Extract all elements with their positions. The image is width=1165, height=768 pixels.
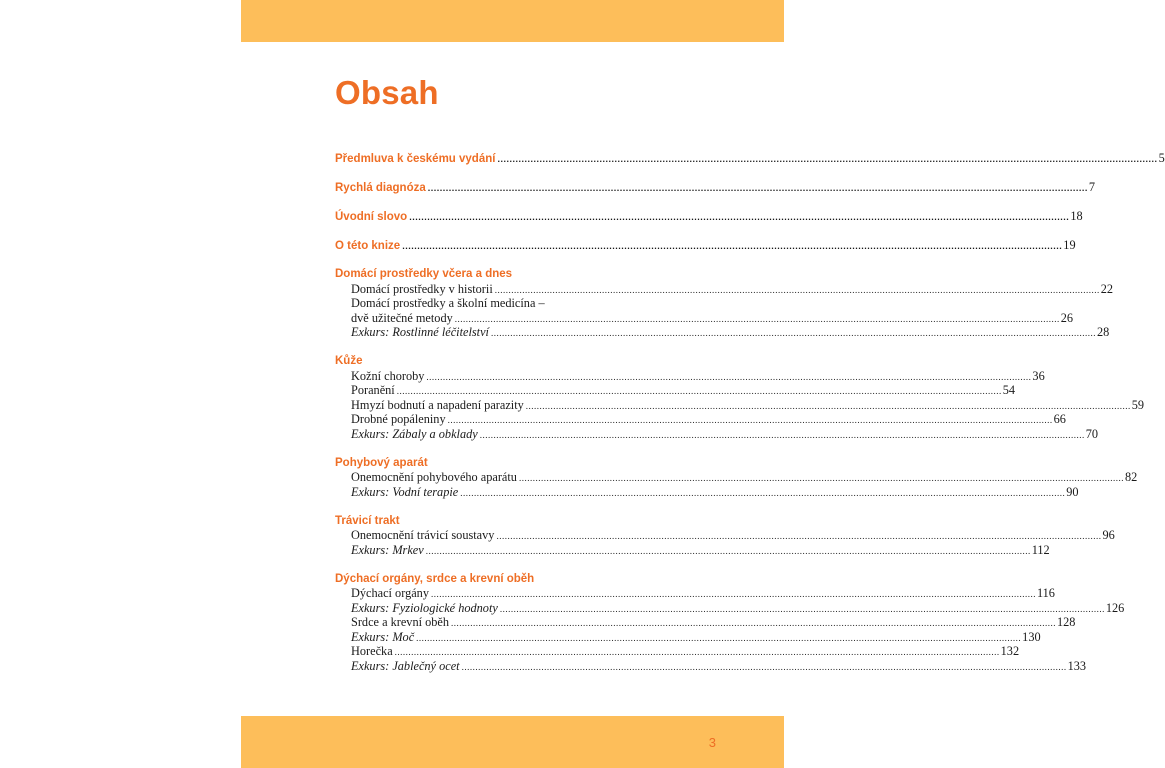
toc-entry-label: Exkurs: Mrkev bbox=[351, 542, 424, 557]
bottom-color-band bbox=[241, 716, 784, 768]
toc-page-number: 22 bbox=[1100, 281, 1114, 296]
toc-page-number: 96 bbox=[1102, 528, 1115, 542]
toc-entry-label: dvě užitečné metody bbox=[351, 310, 453, 325]
toc-sub-entry bbox=[335, 296, 672, 311]
toc-page-number: 26 bbox=[1060, 310, 1074, 325]
toc-spacer bbox=[335, 166, 672, 181]
toc-sub-entry bbox=[335, 470, 1138, 485]
toc-spacer bbox=[335, 224, 672, 239]
toc-page-number: 112 bbox=[1031, 542, 1050, 557]
toc-sub-entry bbox=[335, 325, 1110, 340]
toc-sub-entry bbox=[335, 310, 1074, 326]
toc-section-heading bbox=[335, 514, 672, 529]
toc-entry-label: Exkurs: Zábaly a obklady bbox=[351, 426, 478, 441]
toc-entry-label: Domácí prostředky včera a dnes bbox=[335, 268, 513, 280]
toc-page-number: 90 bbox=[1066, 484, 1079, 499]
toc-leader-dots: ............................................................................................................................................................................................................................ bbox=[451, 618, 1056, 628]
toc-page-number: 19 bbox=[1063, 238, 1076, 252]
toc-entry-label: Kožní choroby bbox=[351, 368, 425, 383]
toc-spacer bbox=[335, 195, 672, 210]
toc-sub-entry bbox=[335, 397, 1145, 413]
toc-main-entry bbox=[335, 209, 1083, 224]
toc-spacer bbox=[335, 499, 672, 514]
toc-leader-dots: ............................................................................................................................................................................................................................ bbox=[497, 154, 1158, 164]
toc-leader-dots: ............................................................................................................................................................................................................................ bbox=[430, 589, 1036, 599]
toc-entry-label: Úvodní slovo bbox=[335, 211, 408, 223]
toc-entry-label: Exkurs: Jablečný ocet bbox=[351, 658, 460, 673]
toc-page-number: 28 bbox=[1096, 325, 1110, 339]
toc-entry-label: Poranění bbox=[351, 383, 395, 397]
toc-sub-entry bbox=[335, 484, 1079, 500]
toc-page-number: 5 bbox=[1158, 151, 1165, 165]
toc-sub-entry bbox=[335, 383, 1016, 398]
toc-entry-label: Horečka bbox=[351, 644, 393, 658]
toc-entry-label: Trávicí trakt bbox=[335, 514, 400, 527]
toc-entry-label: Dýchací orgány, srdce a krevní oběh bbox=[335, 572, 535, 585]
toc-entry-label: Kůže bbox=[335, 355, 363, 367]
toc-leader-dots: ............................................................................................................................................................................................................................ bbox=[454, 313, 1060, 324]
toc-sub-entry bbox=[335, 629, 1041, 645]
toc-section-heading bbox=[335, 267, 672, 282]
toc-page-number: 126 bbox=[1105, 600, 1125, 615]
toc-leader-dots: ............................................................................................................................................................................................................................ bbox=[499, 603, 1105, 614]
toc-sub-entry bbox=[335, 528, 1115, 543]
toc-page-number: 7 bbox=[1088, 180, 1096, 194]
toc-leader-dots: ............................................................................................................................................................................................................................ bbox=[518, 473, 1124, 483]
toc-entry-label: Onemocnění pohybového aparátu bbox=[351, 470, 517, 484]
toc-page-number: 128 bbox=[1057, 615, 1076, 629]
toc-section-heading bbox=[335, 572, 672, 587]
toc-leader-dots: ............................................................................................................................................................................................................................ bbox=[494, 284, 1100, 295]
toc-leader-dots: ............................................................................................................................................................................................................................ bbox=[496, 531, 1102, 541]
toc-sub-entry bbox=[335, 586, 1055, 601]
book-page bbox=[241, 0, 1165, 768]
toc-sub-entry bbox=[335, 658, 1087, 674]
toc-page-number: 116 bbox=[1036, 586, 1055, 600]
toc-entry-label: Předmluva k českému vydání bbox=[335, 153, 496, 165]
toc-entry-label: Domácí prostředky a školní medicína – bbox=[351, 296, 545, 310]
toc-leader-dots: ............................................................................................................................................................................................................................ bbox=[490, 328, 1096, 338]
toc-section-heading bbox=[335, 456, 672, 471]
toc-entry-label: Exkurs: Vodní terapie bbox=[351, 484, 459, 499]
toc-leader-dots: ............................................................................................................................................................................................................................ bbox=[394, 647, 1000, 657]
toc-spacer bbox=[335, 441, 672, 456]
toc-page-number: 133 bbox=[1067, 658, 1087, 673]
toc-leader-dots: ............................................................................................................................................................................................................................ bbox=[525, 400, 1131, 411]
toc-entry-label: Rychlá diagnóza bbox=[335, 182, 426, 194]
toc-main-entry bbox=[335, 238, 1076, 253]
toc-page-number: 132 bbox=[1000, 644, 1020, 658]
toc-sub-entry bbox=[335, 644, 1020, 659]
toc-page-number: 82 bbox=[1124, 470, 1138, 484]
toc-leader-dots: ............................................................................................................................................................................................................................ bbox=[460, 487, 1066, 498]
table-of-contents bbox=[335, 151, 1165, 673]
toc-sub-entry bbox=[335, 615, 1076, 630]
toc-leader-dots: ............................................................................................................................................................................................................................ bbox=[427, 183, 1088, 193]
toc-leader-dots: ............................................................................................................................................................................................................................ bbox=[425, 545, 1031, 556]
page-number: 3 bbox=[708, 735, 716, 750]
toc-entry-label: Hmyzí bodnutí a napadení parazity bbox=[351, 397, 524, 412]
toc-entry-label: Dýchací orgány bbox=[351, 586, 429, 600]
toc-page-number: 54 bbox=[1002, 383, 1016, 397]
toc-entry-label: Exkurs: Rostlinné léčitelství bbox=[351, 325, 489, 339]
toc-sub-entry bbox=[335, 281, 1114, 297]
toc-page-number: 130 bbox=[1022, 629, 1041, 644]
toc-sub-entry bbox=[335, 600, 1125, 616]
toc-leader-dots: ............................................................................................................................................................................................................................ bbox=[461, 661, 1067, 672]
toc-entry-label: Domácí prostředky v historii bbox=[351, 281, 493, 296]
toc-entry-label: Exkurs: Moč bbox=[351, 629, 415, 644]
toc-main-entry bbox=[335, 180, 1096, 195]
toc-spacer bbox=[335, 253, 672, 268]
toc-leader-dots: ............................................................................................................................................................................................................................ bbox=[447, 415, 1053, 425]
toc-page-number: 36 bbox=[1032, 368, 1045, 383]
top-color-band bbox=[241, 0, 784, 42]
toc-page-number: 70 bbox=[1085, 426, 1098, 441]
toc-spacer bbox=[335, 340, 672, 355]
toc-page-number: 59 bbox=[1131, 397, 1145, 412]
toc-page-number: 18 bbox=[1070, 209, 1083, 223]
toc-entry-label: Onemocnění trávicí soustavy bbox=[351, 528, 495, 542]
toc-spacer bbox=[335, 557, 672, 572]
toc-sub-entry bbox=[335, 542, 1050, 558]
page-title: Obsah bbox=[335, 74, 439, 111]
toc-sub-entry bbox=[335, 426, 1098, 442]
toc-entry-label: O této knize bbox=[335, 240, 401, 252]
toc-leader-dots: ............................................................................................................................................................................................................................ bbox=[396, 386, 1002, 396]
toc-leader-dots: ............................................................................................................................................................................................................................ bbox=[479, 429, 1085, 440]
toc-entry-label: Exkurs: Fyziologické hodnoty bbox=[351, 600, 498, 615]
toc-entry-label: Pohybový aparát bbox=[335, 456, 428, 469]
toc-leader-dots: ............................................................................................................................................................................................................................ bbox=[426, 371, 1032, 382]
toc-sub-entry bbox=[335, 412, 1066, 427]
toc-section-heading bbox=[335, 354, 672, 369]
toc-sub-entry bbox=[335, 368, 1045, 384]
toc-leader-dots: ............................................................................................................................................................................................................................ bbox=[409, 212, 1070, 222]
toc-leader-dots: ............................................................................................................................................................................................................................ bbox=[416, 632, 1022, 643]
toc-main-entry bbox=[335, 151, 1165, 166]
toc-entry-label: Drobné popáleniny bbox=[351, 412, 446, 426]
toc-page-number: 66 bbox=[1053, 412, 1066, 426]
toc-leader-dots: ............................................................................................................................................................................................................................ bbox=[402, 241, 1063, 251]
toc-entry-label: Srdce a krevní oběh bbox=[351, 615, 449, 629]
